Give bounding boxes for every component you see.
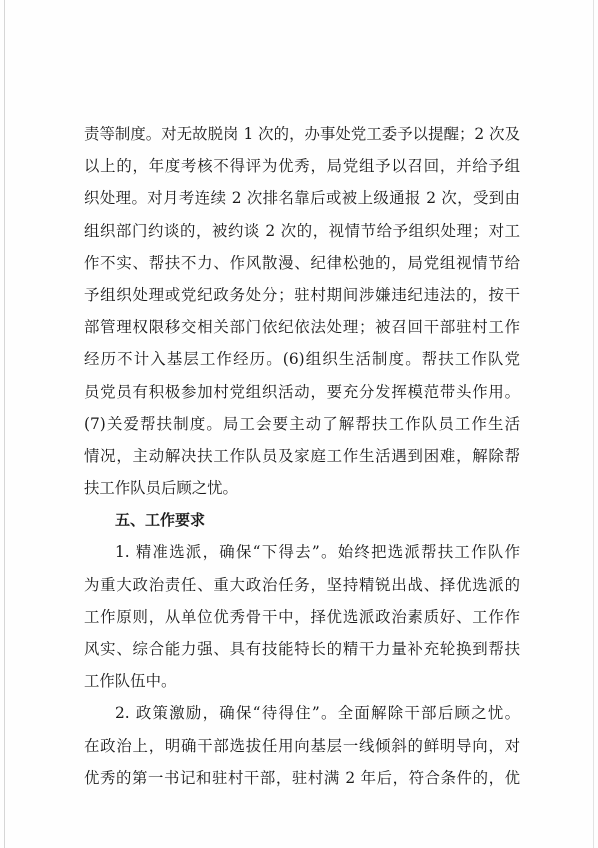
text-line: 员党员有积极参加村党组织活动，要充分发挥模范带头作用。 (84, 382, 520, 401)
text-line: 责等制度。对无故脱岗 1 次的，办事处党工委予以提醒；2 次及 (84, 125, 520, 143)
text-line: 在政治上，明确干部选拔任用向基层一线倾斜的鲜明导向，对 (84, 736, 520, 755)
section-heading: 五、工作要求 (115, 511, 206, 530)
text-line: 情况，主动解决扶工作队员及家庭工作生活遇到困难，解除帮 (84, 446, 520, 465)
text-line: 优秀的第一书记和驻村干部，驻村满 2 年后，符合条件的，优 (84, 768, 520, 787)
text-line: 予组织处理或党纪政务处分；驻村期间涉嫌违纪违法的，按干 (84, 285, 520, 304)
text-line: 作不实、帮扶不力、作风散漫、纪律松弛的，局党组视情节给 (84, 253, 520, 272)
text-line: 工作队伍中。 (84, 672, 177, 691)
text-line: 风实、综合能力强、具有技能特长的精干力量补充轮换到帮扶 (84, 640, 520, 658)
text-line: 2. 政策激励，确保“待得住”。全面解除干部后顾之忧。 (115, 704, 520, 723)
page-edge-right (593, 0, 594, 848)
page-edge-left (4, 0, 5, 848)
text-line: 部管理权限移交相关部门依纪依法处理；被召回干部驻村工作 (84, 318, 520, 337)
text-line: (7)关爱帮扶制度。局工会要主动了解帮扶工作队员工作生活 (84, 414, 520, 433)
text-line: 扶工作队员后顾之忧。 (84, 479, 238, 498)
text-line: 为重大政治责任、重大政治任务，坚持精锐出战、择优选派的 (84, 575, 520, 594)
text-line: 以上的，年度考核不得评为优秀，局党组予以召回，并给予组 (84, 157, 520, 176)
document-body (84, 118, 520, 794)
text-line: 组织部门约谈的，被约谈 2 次的，视情节给予组织处理；对工 (84, 221, 520, 240)
text-line: 工作原则，从单位优秀骨干中，择优选派政治素质好、工作作 (84, 607, 520, 626)
text-line: 织处理。对月考连续 2 次排名靠后或被上级通报 2 次，受到由 (84, 189, 520, 208)
text-line: 经历不计入基层工作经历。(6)组织生活制度。帮扶工作队党 (84, 350, 520, 369)
text-line: 1. 精准选派，确保“下得去”。始终把选派帮扶工作队作 (115, 543, 520, 562)
